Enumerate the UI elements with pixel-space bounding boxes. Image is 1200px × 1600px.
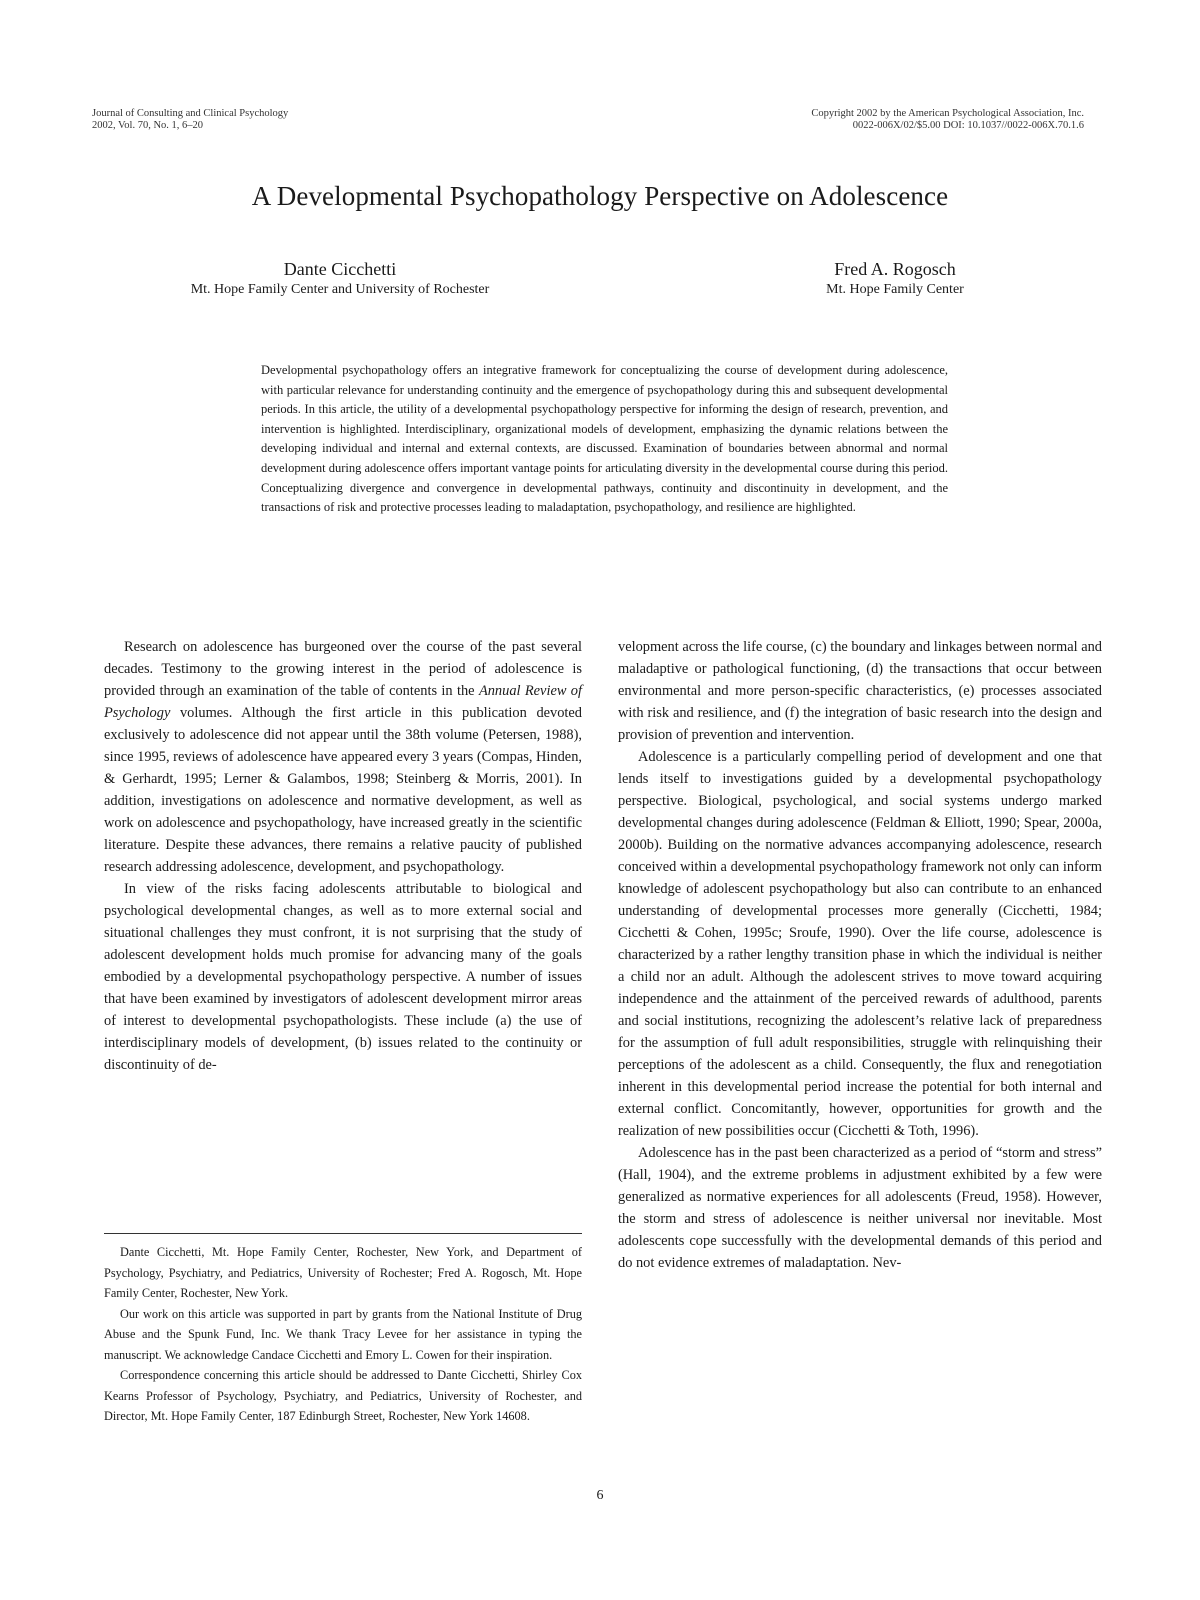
page-number: 6: [596, 1488, 604, 1503]
author-name: Dante Cicchetti: [283, 259, 397, 279]
author-block-1: [130, 258, 550, 299]
author-affiliation: Mt. Hope Family Center and University of Rochester: [190, 282, 490, 297]
body-column-right: [618, 636, 1102, 1274]
body-paragraph: Adolescence is a particularly compelling period of development and one that lends itself to investigations guided by a developmental psychopathology perspective. Biological, psychological, and social systems undergo marked developmental changes during adolescence (Feldman & Elliott, 1990; Spear, 2000a, 2000b). Building on the normative advances accompanying adolescence, research conceived within a developmental psychopathology framework not only can inform knowledge of adolescent psychopathology but also can contribute to an enhanced understanding of developmental processes more generally (Cicchetti, 1984; Cicchetti & Cohen, 1995c; Sroufe, 1990). Over the life course, adolescence is characterized by a rather lengthy transition phase in which the individual is neither a child nor an adult. Although the adolescent strives to move toward acquiring independence and the attainment of the perceived rewards of adulthood, parents and social institutions, recognizing the adolescent’s relative lack of preparedness for the assumption of full adult responsibilities, struggle with relinquishing their perceptions of the adolescent as a child. Consequently, the flux and renegotiation inherent in this developmental period increase the potential for both internal and external conflict. Concomitantly, however, opportunities for growth and the realization of new possibilities occur (Cicchetti & Toth, 1996).: [618, 749, 1102, 1139]
article-title: A Developmental Psychopathology Perspective on Adolescence: [251, 181, 949, 211]
abstract: Developmental psychopathology offers an integrative framework for conceptualizing the course of development during adolescence, with particular relevance for understanding continuity and the emergence of psychopathology during this and subsequent developmental periods. In this article, the utility of a developmental psychopathology perspective for informing the design of research, prevention, and intervention is highlighted. Interdisciplinary, organizational models of development, emphasizing the dynamic relations between the developing individual and internal and external contexts, are discussed. Examination of boundaries between abnormal and normal development during adolescence offers important vantage points for articulating diversity in the developmental course during this period. Conceptualizing divergence and convergence in developmental pathways, continuity and discontinuity in development, and the transactions of risk and protective processes leading to maladaptation, psychopathology, and resilience are highlighted.: [261, 363, 948, 515]
footnote-correspondence: Correspondence concerning this article should be addressed to Dante Cicchetti, Shirley Cox Kearns Professor of Psychology, Psychiatry, and Pediatrics, University of Rochester, and Director, Mt. Hope Family Center, 187 Edinburgh Street, Rochester, New York 14608.: [104, 1368, 582, 1423]
body-paragraph: [104, 636, 582, 878]
author-block-2: [730, 258, 1060, 299]
journal-name: Journal of Consulting and Clinical Psychology: [92, 108, 289, 119]
journal-citation: 2002, Vol. 70, No. 1, 6–20: [92, 120, 204, 131]
body-text: volumes. Although the first article in this publication devoted exclusively to adolescence did not appear until the 38th volume (Petersen, 1988), since 1995, reviews of adolescence have appeared every 3 years (Compas, Hinden, & Gerhardt, 1995; Lerner & Galambos, 1998; Steinberg & Morris, 2001). In addition, investigations on adolescence and normative development, as well as work on adolescence and psychopathology, have increased greatly in the scientific literature. Despite these advances, there remains a relative paucity of published research addressing adolescence, development, and psychopathology.: [104, 705, 582, 875]
author-note: [104, 1242, 582, 1427]
author-affiliation: Mt. Hope Family Center: [826, 282, 964, 297]
running-header-right: [664, 108, 1084, 132]
body-paragraph: In view of the risks facing adolescents attributable to biological and psychological developmental changes, as well as to more external social and situational challenges they must confront, it is not surprising that the study of adolescent development holds much promise for advancing many of the goals embodied by a developmental psychopathology perspective. A number of issues that have been examined by investigators of adolescent development mirror areas of interest to developmental psychopathologists. These include (a) the use of interdisciplinary models of development, (b) issues related to the continuity or discontinuity of de-: [104, 881, 582, 1073]
author-name: Fred A. Rogosch: [834, 259, 956, 279]
doi-line: 0022-006X/02/$5.00 DOI: 10.1037//0022-006X.70.1.6: [852, 120, 1084, 131]
body-text: Research on adolescence has burgeoned over the course of the past several decades. Testimony to the growing interest in the period of adolescence is provided through an examination of the table of contents in the: [104, 639, 582, 699]
footnote-affiliations: Dante Cicchetti, Mt. Hope Family Center, Rochester, New York, and Department of Psychology, Psychiatry, and Pediatrics, University of Rochester; Fred A. Rogosch, Mt. Hope Family Center, Rochester, New York.: [104, 1245, 582, 1300]
footnote-divider: [104, 1233, 582, 1234]
footnote-acknowledgments: Our work on this article was supported in part by grants from the National Institute of Drug Abuse and the Spunk Fund, Inc. We thank Tracy Levee for her assistance in typing the manuscript. We acknowledge Candace Cicchetti and Emory L. Cowen for their inspiration.: [104, 1306, 582, 1362]
body-paragraph: Adolescence has in the past been characterized as a period of “storm and stress” (Hall, 1904), and the extreme problems in adjustment exhibited by a few were generalized as normative experiences for all adolescents (Freud, 1958). However, the storm and stress of adolescence is neither universal nor inevitable. Most adolescents cope successfully with the developmental demands of this period and do not evidence extremes of maladaptation. Nev-: [618, 1145, 1102, 1271]
body-column-left: [104, 636, 582, 1076]
journal-title-italic: Annual Review of Psychology: [104, 683, 582, 721]
copyright-line: Copyright 2002 by the American Psychological Association, Inc.: [811, 108, 1084, 119]
running-header-left: [92, 108, 432, 132]
body-paragraph: velopment across the life course, (c) the boundary and linkages between normal and maladaptive or pathological functioning, (d) the transactions that occur between environmental and more person-specific characteristics, (e) processes associated with risk and resilience, and (f) the integration of basic research into the design and provision of prevention and intervention.: [618, 639, 1102, 743]
